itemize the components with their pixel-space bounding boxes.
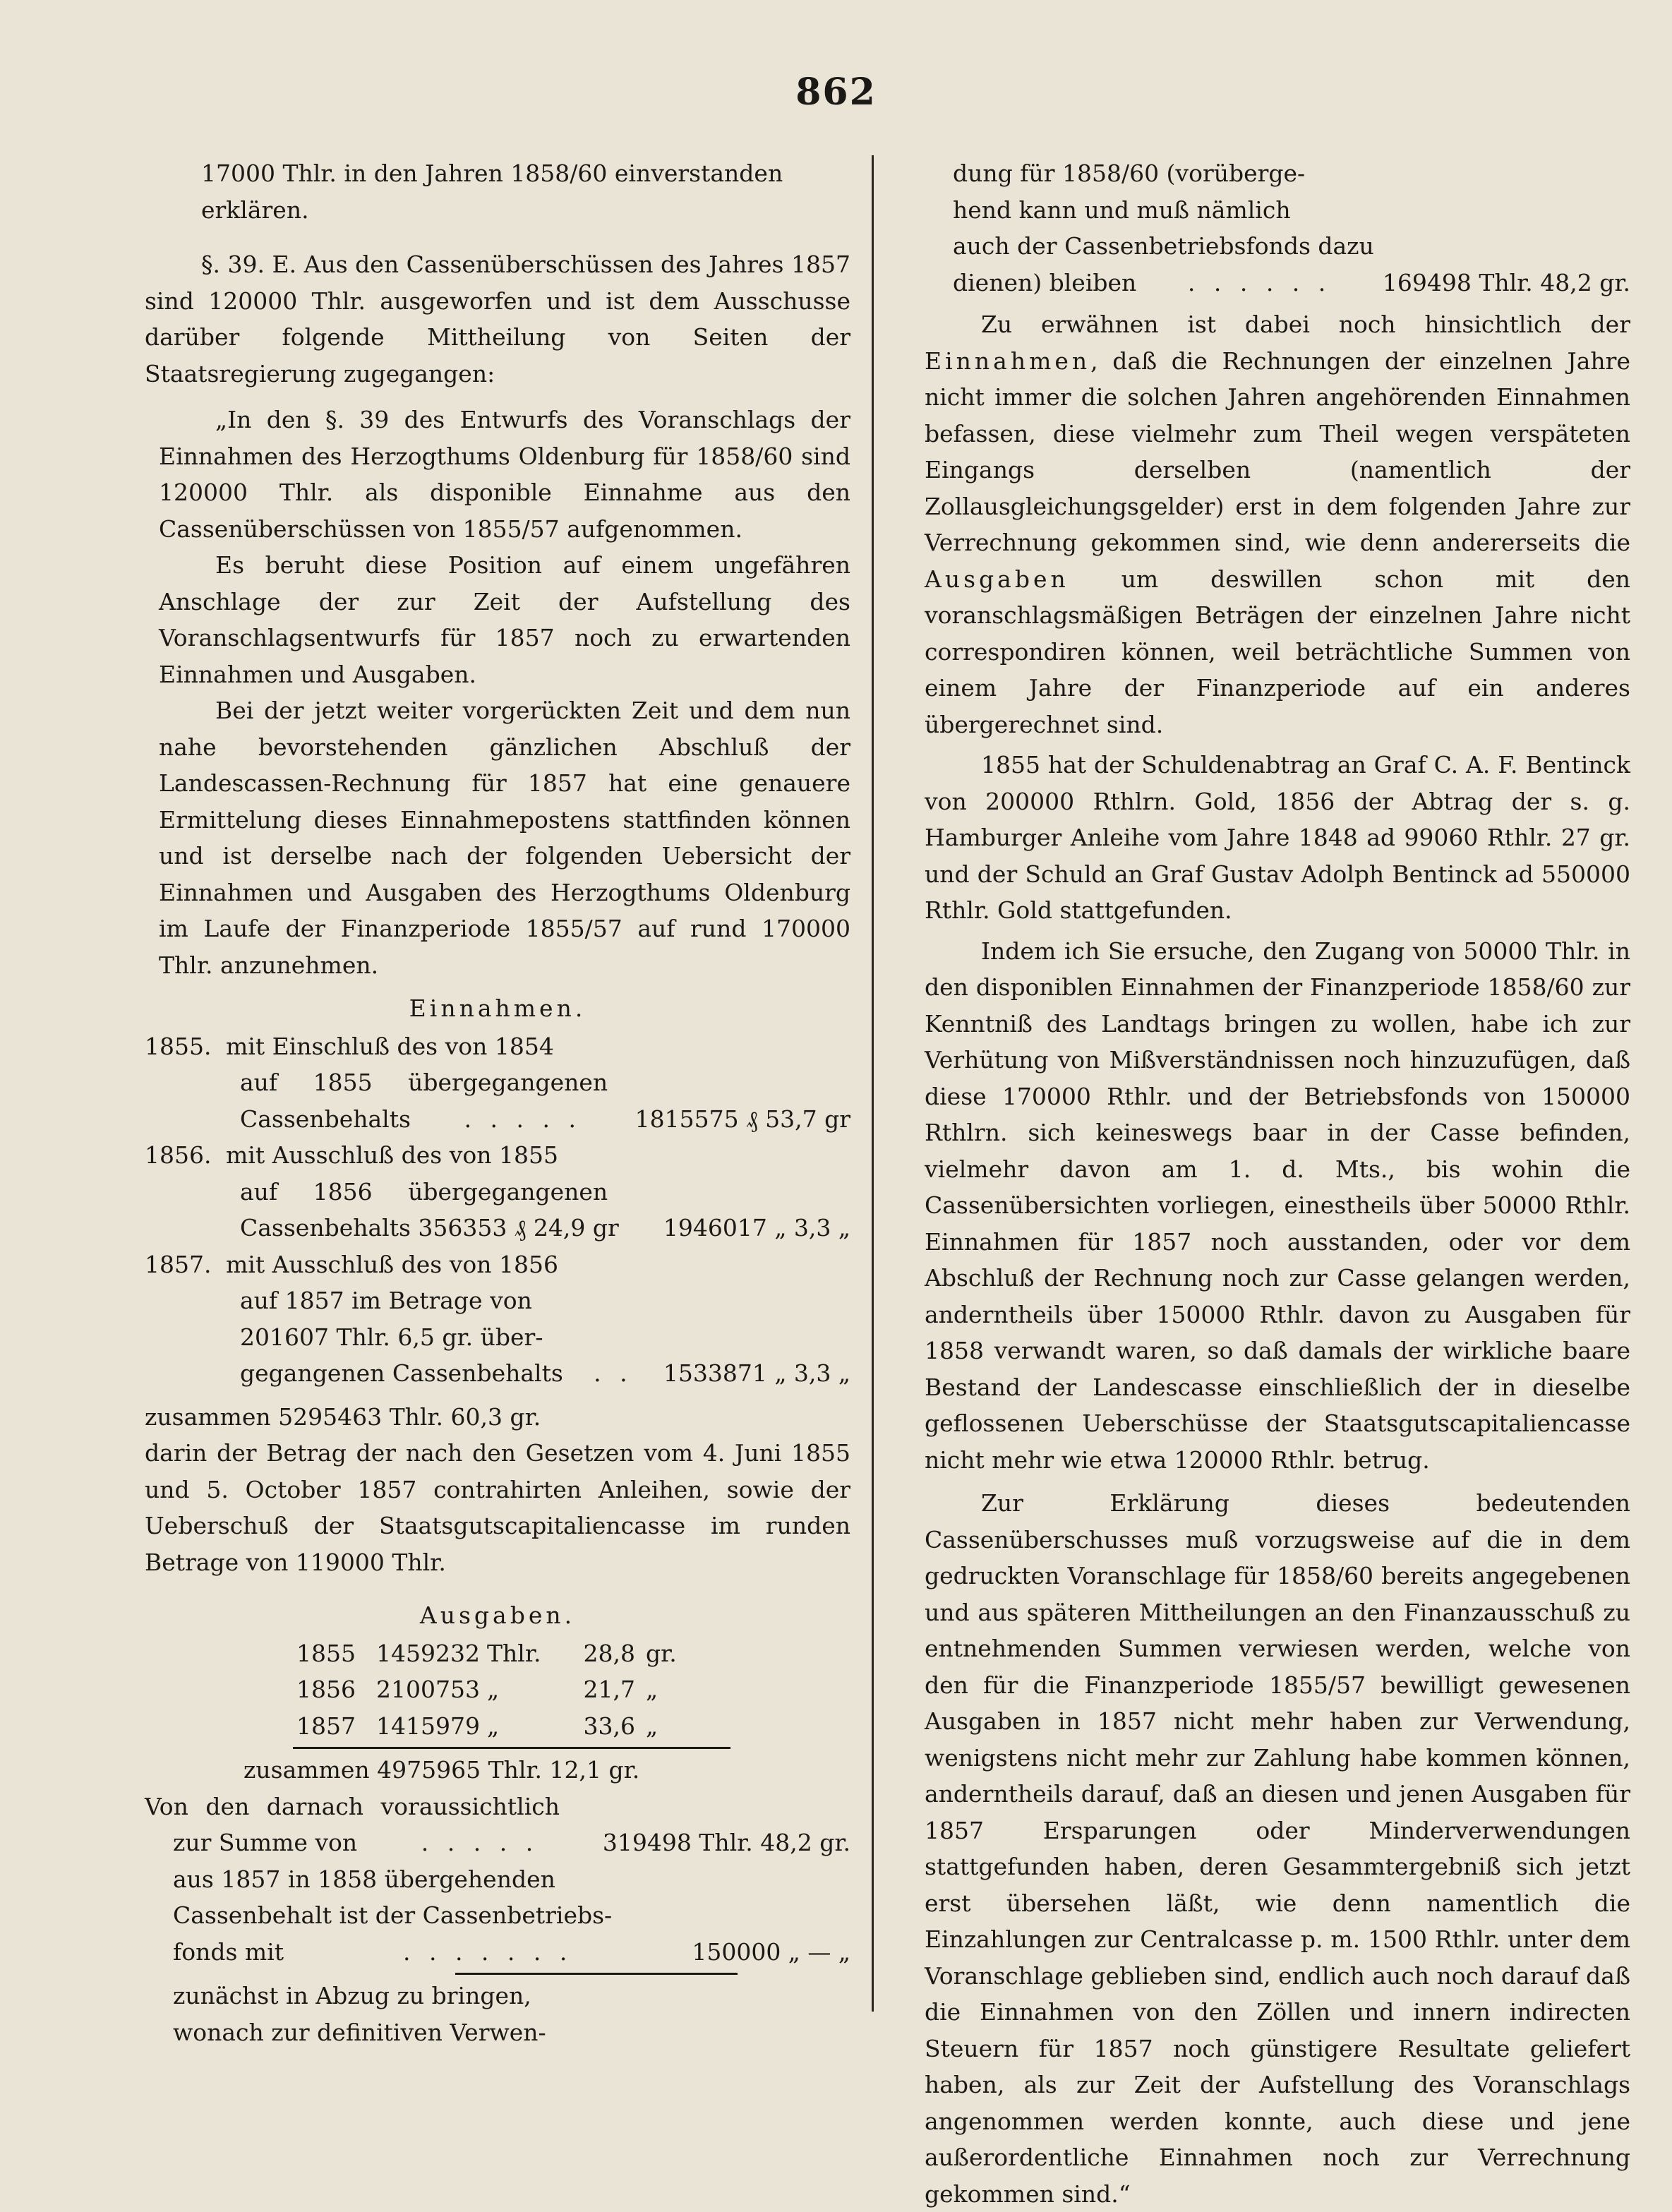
expense-value: 33,6 [583, 1712, 635, 1740]
income-year: 1857. [145, 1250, 212, 1278]
income-line: Cassenbehalts [240, 1105, 411, 1133]
erklaerung-paragraph: Zur Erklärung dieses bedeutenden Cassenüberschusses muß vorzugsweise auf die in dem gedruckten Voranschlage für 1858/60 bereits angegebenen und aus späteren Mittheilungen an den Finanzausschuß zu entnehmenden Summen verwiesen werden, welche von den für die Finanzperiode 1855/57 bewilligt gewesenen Ausgaben in 1857 nicht mehr haben zur Verwendung, wenigstens nicht mehr zur Zahlung habe kommen können, anderntheils darauf, daß an diesen und jenen Ausgaben für 1857 Ersparungen oder Minderverwendungen stattgefunden haben, deren Gesammtergebniß sich jetzt erst übersehen läßt, wie denn namentlich die Einzahlungen zur Centralcasse p. m. 1500 Rthlr. unter dem Voranschlage geblieben sind, endlich auch noch darauf daß die Einnahmen von den Zöllen und innern indirecten Steuern für 1857 noch günstigere Resultate geliefert haben, als zur Zeit der Aufstellung des Voranschlags angenommen werden konnte, auch diese und jene außerordentliche Einnahmen noch zur Verrechnung gekommen sind.“ [925, 1489, 1630, 2208]
text-line: Von den darnach voraussichtlich [145, 1792, 560, 1820]
income-year: 1855. [145, 1032, 212, 1060]
spaced-text: Ausgaben [925, 565, 1069, 593]
text-line: fonds mit [173, 1937, 284, 1966]
text-line: 17000 Thlr. in den Jahren 1858/60 einverstanden [201, 160, 783, 187]
expense-row [145, 1671, 850, 1708]
expense-suffix: gr. [646, 1639, 677, 1667]
expense-year: 1857 [296, 1712, 356, 1740]
text-line: auch der Cassenbetriebsfonds dazu [953, 232, 1374, 260]
text-run: um deswillen schon mit den voranschlagsmäßigen Beträgen der einzelnen Jahre nicht correspondiren können, weil beträchtliche Summen von einem Jahre der Finanzperiode auf ein anderes übergerechnet sind. [925, 565, 1631, 738]
income-line: gegangenen Cassenbehalts [240, 1359, 563, 1387]
text-line: Cassenbehalt ist der Cassenbetriebs- [173, 1901, 613, 1929]
income-year: 1856. [145, 1141, 212, 1169]
leader-dots: . . . . . . . [402, 1937, 573, 1966]
amount: 319498 Thlr. 48,2 gr. [602, 1829, 850, 1856]
income-entry-1857 [145, 1246, 850, 1392]
leader-dots: . . [594, 1359, 633, 1387]
text-line: aus 1857 in 1858 übergehenden [173, 1865, 555, 1893]
quote-paragraph: „In den §. 39 des Entwurfs des Voranschlags der Einnahmen des Herzogthums Oldenburg für 1858/60 sind 120000 Thlr. als disponible Einnahme aus den Cassenüberschüssen von 1855/57 aufgenommen. [159, 406, 850, 543]
text-run: , daß die Rechnungen der einzelnen Jahre nicht immer die solchen Jahren angehörenden Einnahmen befassen, diese vielmehr zum Theil wegen verspäteten Eingangs derselben (namentlich der Zollausgleichungsgelder) erst in dem folgenden Jahre zur Verrechnung gekommen sind, wie denn andererseits die [925, 347, 1630, 556]
expense-unit: Thlr. [487, 1639, 541, 1667]
income-line: Cassenbehalts 356353 ₰ 24,9 gr [240, 1214, 619, 1242]
text-line: hend kann und muß nämlich [953, 196, 1291, 224]
expense-amount: 2100753 [376, 1676, 480, 1703]
expense-table [145, 1635, 850, 1745]
income-line: mit Ausschluß des von 1856 [226, 1250, 558, 1278]
leader-dots: . . . . . . [1187, 268, 1332, 296]
continuation-block [925, 155, 1630, 301]
text-line: wonach zur definitiven Verwen- [173, 2018, 546, 2046]
amount: 150000 „ — „ [692, 1937, 850, 1966]
right-column [925, 155, 1630, 2212]
paragraph-continuation [145, 155, 850, 228]
expense-suffix: „ [646, 1676, 658, 1703]
erwaehnen-paragraph [925, 306, 1630, 743]
section-39-paragraph: §. 39. E. Aus den Cassenüberschüssen des Jahres 1857 sind 120000 Thlr. ausgeworfen und ist dem Ausschusse darüber folgende Mittheilung von Seiten der Staatsregierung zugegangen: [145, 251, 850, 387]
income-line: 201607 Thlr. 6,5 gr. über- [240, 1323, 543, 1351]
income-line: mit Ausschluß des von 1855 [226, 1141, 558, 1169]
leader-dots: . . . . . [464, 1105, 582, 1133]
einnahmen-heading: Einnahmen. [409, 994, 587, 1022]
quote-paragraph: Es beruht diese Position auf einem ungefähren Anschlage der zur Zeit der Aufstellung des Voranschlagsentwurfs für 1857 noch zu erwartenden Einnahmen und Ausgaben. [159, 551, 850, 688]
income-amount: 1533871 „ 3,3 „ [663, 1359, 850, 1387]
ausgaben-heading: Ausgaben. [419, 1601, 576, 1629]
sum-rule [293, 1747, 730, 1749]
income-line: auf 1856 übergegangenen [240, 1177, 608, 1206]
income-total: zusammen 5295463 Thlr. 60,3 gr. [145, 1402, 541, 1431]
income-amount: 1946017 „ 3,3 „ [663, 1214, 850, 1242]
expense-row [145, 1708, 850, 1745]
text-line: zur Summe von [173, 1829, 358, 1856]
spaced-text: Einnahmen [925, 347, 1091, 375]
expense-suffix: „ [646, 1712, 658, 1740]
indem-paragraph: Indem ich Sie ersuche, den Zugang von 50000 Thlr. in den disponiblen Einnahmen der Finanzperiode 1858/60 zur Kenntniß des Landtags bringen zu wollen, habe ich zur Verhütung von Mißverständnissen noch hinzuzufügen, daß diese 170000 Rthlr. und der Betriebsfonds von 150000 Rthlrn. sich keineswegs baar in der Casse befinden, vielmehr davon am 1. d. Mts., bis wohin die Cassenübersichten vorliegen, einestheils über 50000 Rthlr. Einnahmen für 1857 noch ausstanden, oder vor dem Abschluß der Rechnung noch zur Casse gelangen werden, anderntheils über 150000 Rthlr. davon zu Ausgaben für 1858 verwandt waren, so daß damals der wirkliche baare Bestand der Landescasse einschließlich der in dieselbe geflossenen Ueberschüsse der Staatsgutscapitaliencasse nicht mehr wie etwa 120000 Rthlr. betrug. [925, 937, 1630, 1474]
expense-value: 21,7 [583, 1676, 635, 1703]
expense-unit: „ [487, 1712, 500, 1740]
income-entry-1856 [145, 1137, 850, 1246]
text-line: zunächst in Abzug zu bringen, [173, 1982, 531, 2009]
expense-total: zusammen 4975965 Thlr. 12,1 gr. [243, 1756, 640, 1784]
expense-value: 28,8 [583, 1639, 635, 1667]
column-divider [872, 155, 874, 2012]
expense-unit: „ [487, 1676, 500, 1703]
schuldenabtrag-paragraph: 1855 hat der Schuldenabtrag an Graf C. A. F. Bentinck von 200000 Rthlrn. Gold, 1856 der Abtrag der s. g. Hamburger Anleihe vom Jahre 1848 ad 99060 Rthlr. 27 gr. und der Schuld an Graf Gustav Adolph Bentinck ad 550000 Rthlr. Gold stattgefunden. [925, 751, 1630, 924]
page-number: 862 [795, 71, 877, 114]
income-line: auf 1855 übergegangenen [240, 1069, 608, 1096]
text-line: dienen) bleiben [953, 268, 1137, 296]
text-line: erklären. [201, 196, 309, 224]
text-run: Zu erwähnen ist dabei noch hinsichtlich der [981, 311, 1630, 338]
leader-dots: . . . . . [421, 1829, 539, 1856]
expense-year: 1856 [296, 1676, 356, 1703]
quote-paragraph: Bei der jetzt weiter vorgerückten Zeit und dem nun nahe bevorstehenden gänzlichen Abschluß der Landescassen-Rechnung für 1857 hat eine genauere Ermittelung dieses Einnahmepostens stattfinden können und ist derselbe nach der folgenden Uebersicht der Einnahmen und Ausgaben des Herzogthums Oldenburg im Laufe der Finanzperiode 1855/57 auf rund 170000 Thlr. anzunehmen. [159, 697, 850, 979]
income-entry-1855 [145, 1028, 850, 1138]
income-amount: 1815575 ₰ 53,7 gr [634, 1105, 850, 1133]
text-line: dung für 1858/60 (vorüberge- [953, 160, 1306, 187]
expense-amount: 1415979 [376, 1712, 480, 1740]
darin-paragraph: darin der Betrag der nach den Gesetzen vom 4. Juni 1855 und 5. October 1857 contrahirten Anleihen, sowie der Ueberschuß der Staatsgutscapitaliencasse im runden Betrage von 119000 Thlr. [145, 1439, 850, 1576]
amount: 169498 Thlr. 48,2 gr. [1382, 268, 1630, 296]
income-line: auf 1857 im Betrage von [240, 1287, 532, 1314]
expense-amount: 1459232 [376, 1639, 480, 1667]
left-column [145, 155, 850, 2050]
expense-row [145, 1635, 850, 1672]
sum-rule [455, 1973, 738, 1975]
expense-year: 1855 [296, 1639, 356, 1667]
income-line: mit Einschluß des von 1854 [226, 1032, 554, 1060]
